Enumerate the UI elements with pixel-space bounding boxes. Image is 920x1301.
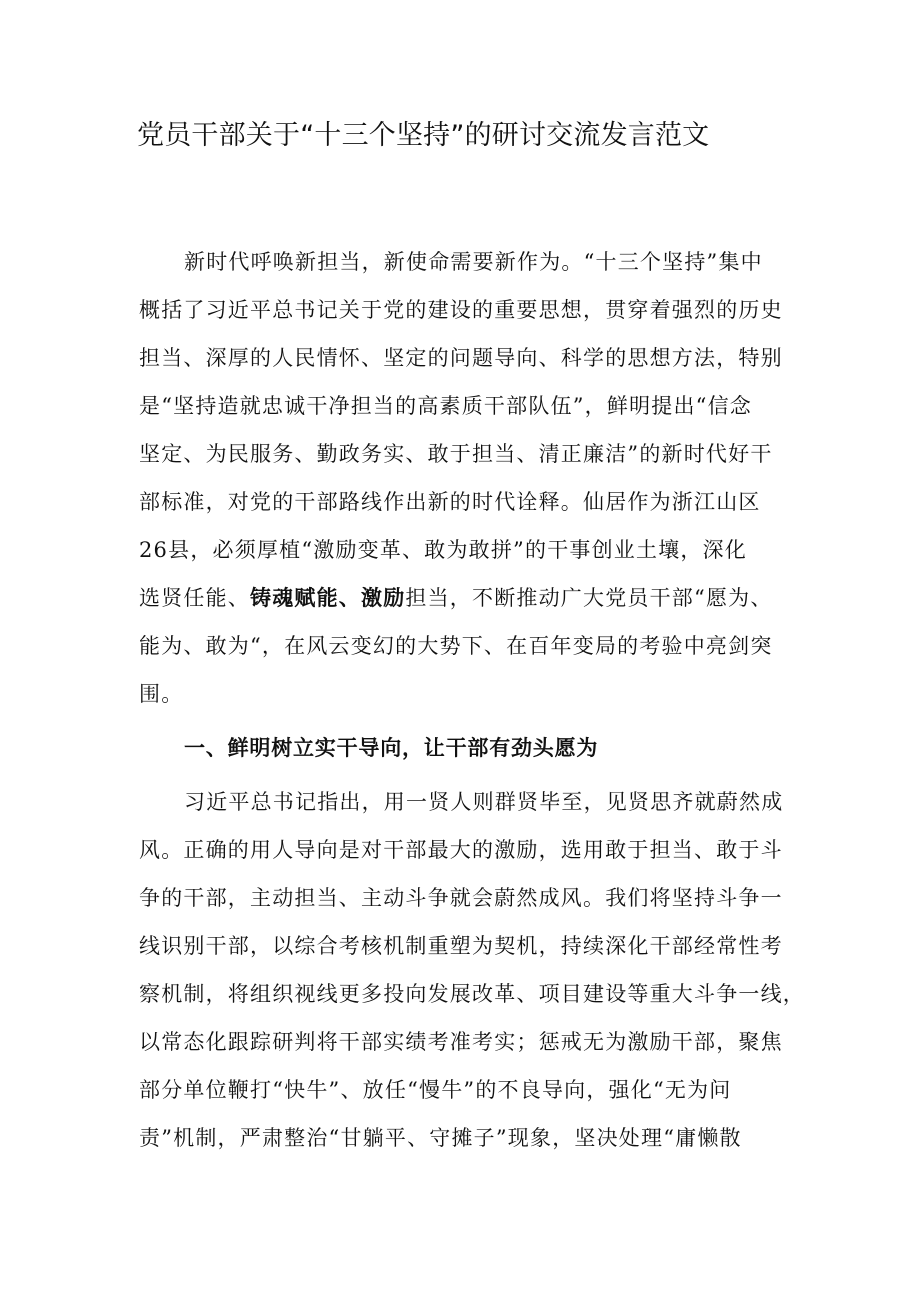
paragraph-line: 责”机制，严肃整治“甘躺平、守摊子”现象，坚决处理“庸懒散 bbox=[139, 1126, 742, 1150]
paragraph-line: 担当、深厚的人民情怀、坚定的问题导向、科学的思想方法，特别 bbox=[139, 346, 783, 370]
paragraph-line: 习近平总书记指出，用一贤人则群贤毕至，见贤思齐就蔚然成 bbox=[184, 790, 784, 814]
paragraph-line: 部分单位鞭打“快牛”、放任“慢牛”的不良导向，强化“无为问 bbox=[139, 1078, 732, 1102]
paragraph-line: 围。 bbox=[139, 682, 184, 706]
paragraph-line: 概括了习近平总书记关于党的建设的重要思想，贯穿着强烈的历史 bbox=[139, 298, 783, 322]
paragraph-line: 坚定、为民服务、勤政务实、敢于担当、清正廉洁”的新时代好干 bbox=[139, 442, 773, 466]
paragraph-line: 争的干部，主动担当、主动斗争就会蔚然成风。我们将坚持斗争一 bbox=[139, 886, 783, 910]
paragraph-line: 新时代呼唤新担当，新使命需要新作为。“十三个坚持”集中 bbox=[184, 250, 763, 274]
paragraph-line: 风。正确的用人导向是对干部最大的激励，选用敢于担当、敢于斗 bbox=[139, 838, 783, 862]
section1-paragraph bbox=[139, 778, 805, 1162]
paragraph-line: 是“坚持造就忠诚干净担当的高素质干部队伍”，鲜明提出“信念 bbox=[139, 394, 753, 418]
bold-emphasis: 铸魂赋能、激励 bbox=[250, 586, 406, 610]
paragraph-line: 察机制，将组织视线更多投向发展改革、项目建设等重大斗争一线， bbox=[139, 982, 805, 1006]
paragraph-line: 能为、敢为“，在风云变幻的大势下、在百年变局的考验中亮剑突 bbox=[139, 634, 773, 658]
section-heading: 一、鲜明树立实干导向，让干部有劲头愿为 bbox=[184, 736, 599, 760]
paragraph-line: 线识别干部，以综合考核机制重塑为契机，持续深化干部经常性考 bbox=[139, 934, 783, 958]
paragraph-line-with-emphasis bbox=[139, 574, 789, 622]
paragraph-line: 部标准，对党的干部路线作出新的时代诠释。仙居作为浙江山区 bbox=[139, 490, 761, 514]
intro-paragraph bbox=[139, 238, 789, 718]
paragraph-line: 26县，必须厚植“激励变革、敢为敢拼”的干事创业土壤，深化 bbox=[139, 538, 747, 562]
line-text: 担当，不断推动广大党员干部“愿为、 bbox=[405, 586, 773, 610]
line-text: 选贤任能、 bbox=[139, 586, 250, 610]
document-title: 党员干部关于“十三个坚持”的研讨交流发言范文 bbox=[137, 120, 710, 151]
paragraph-line: 以常态化跟踪研判将干部实绩考准考实；惩戒无为激励干部，聚焦 bbox=[139, 1030, 783, 1054]
